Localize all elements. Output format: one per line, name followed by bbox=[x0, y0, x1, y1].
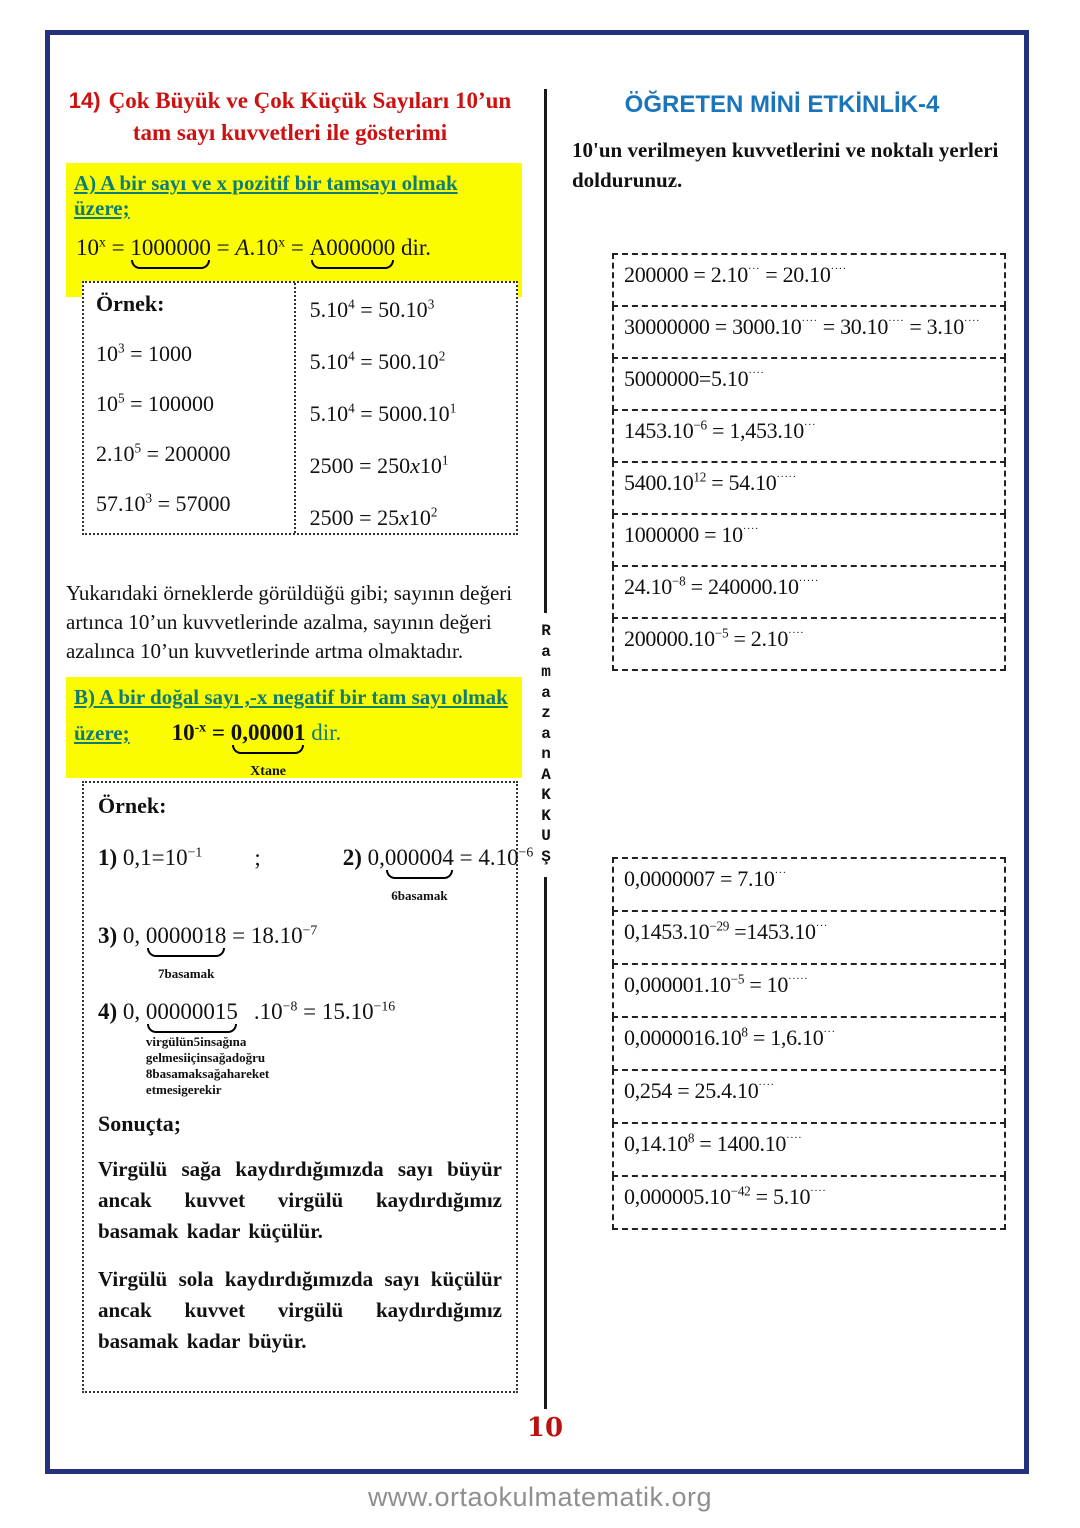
page-number: 10 bbox=[526, 1413, 564, 1443]
example-box-1-left-column bbox=[84, 283, 296, 533]
exercise-row: $0,0000016.10^8 = 1,6.10^{\cdot\cdot\cdot}$ bbox=[612, 1016, 1006, 1071]
section-b-formula: $10^{-x} = 0,00001$ Xtane dir. bbox=[171, 719, 342, 780]
example-box-1 bbox=[82, 281, 518, 535]
exercise-row: 200000 = 2.10··· = 20.10···· bbox=[612, 253, 1006, 307]
activity-header: ÖĞRETEN MİNİ ETKİNLİK-4 bbox=[624, 91, 940, 118]
example-formula: $10^3 = 1000$ bbox=[96, 340, 193, 366]
activity-instruction: 10'un verilmeyen kuvvetlerini ve noktalı yerleri doldurunuz. bbox=[572, 138, 999, 192]
example-formula: $5.10^4 = 50.10^3$ bbox=[309, 296, 435, 322]
column-divider-bottom bbox=[544, 877, 547, 1409]
exercise-row: $0,000001.10^{-5} = 10^{\cdot\cdot\cdot\cdot\cdot}$ bbox=[612, 963, 1006, 1018]
example-formula: $5.10^4 = 500.10^2$ bbox=[309, 348, 446, 374]
example-formula: $10^5 = 100000$ bbox=[96, 390, 215, 416]
example-box-1-right-column bbox=[296, 283, 516, 533]
page-title-line2: tam sayı kuvvetleri ile gösterimi bbox=[132, 120, 448, 145]
explanation-paragraph: Yukarıdaki örneklerde görüldüğü gibi; sayının değeri artınca 10’un kuvvetlerinde azalma, sayının değeri azalınca 10’un kuvvetlerinde artma olmaktadır. bbox=[66, 581, 513, 663]
exercise-row: 0,0000007 = 7.10··· bbox=[612, 857, 1006, 912]
page-title-line1 bbox=[62, 85, 518, 117]
exercise-row: 1000000 = 10···· bbox=[612, 513, 1006, 567]
conclusion-paragraph-2: Virgülü sola kaydırdığımızda sayı küçülür ancak kuvvet virgülü kaydırdığımız basamak kadar büyür. bbox=[98, 1267, 502, 1353]
exercise-row: $5400.10^{12} = 54.10^{\cdot\cdot\cdot\cdot\cdot}$ bbox=[612, 461, 1006, 515]
example-label: Örnek: bbox=[96, 291, 165, 316]
website-url: www.ortaokulmatematik.org bbox=[367, 1482, 713, 1512]
example-label: Örnek: bbox=[98, 793, 167, 818]
exercise-group-1 bbox=[612, 253, 1006, 671]
section-b-heading-line1: B) A bir doğal sayı ,-x negatif bir tam sayı olmak bbox=[74, 685, 508, 709]
example-formula: $57.10^3 = 57000$ bbox=[96, 490, 231, 516]
title-text-line1: Çok Büyük ve Çok Küçük Sayıları 10’un bbox=[108, 88, 512, 113]
conclusion-paragraph-1: Virgülü sağa kaydırdığımızda sayı büyür ancak kuvvet virgülü kaydırdığımız basamak kadar küçülür. bbox=[98, 1157, 502, 1243]
section-a-highlight-box bbox=[66, 163, 522, 297]
conclusion-title: Sonuçta; bbox=[98, 1111, 182, 1136]
exercise-row: $24.10^{-8} = 240000.10^{\cdot\cdot\cdot\cdot\cdot}$ bbox=[612, 565, 1006, 619]
example-formula-3: 3) 0, 0000018 7basamak = $18.10^{-7}$ bbox=[98, 922, 318, 982]
exercise-row: $0,1453.10^{-29} =1453.10^{\cdot\cdot\cdot}$ bbox=[612, 910, 1006, 965]
section-b-highlight-box bbox=[66, 677, 522, 778]
exercise-row: 0,254 = 25.4.10···· bbox=[612, 1069, 1006, 1124]
page-title bbox=[62, 85, 518, 149]
title-number: 14) bbox=[68, 88, 101, 113]
example-formula-1-2: 1) $0,1=10^{-1}$ ; 2) 0,000004 6basamak = $4.10^{-6}$ bbox=[98, 844, 534, 904]
section-a-heading: A) A bir sayı ve x pozitif bir tamsayı olmak üzere; bbox=[74, 171, 458, 220]
example-formula: $2500 = 25x10^2$ bbox=[309, 504, 438, 530]
exercise-row: $0,14.10^8 = 1400.10^{\cdot\cdot\cdot\cdot}$ bbox=[612, 1122, 1006, 1177]
example-box-2 bbox=[82, 781, 534, 1393]
section-b-heading-line2: üzere; $10^{-x} = 0,00001$ Xtane dir. bbox=[74, 719, 342, 780]
page-border-frame bbox=[45, 30, 1029, 1474]
exercise-row: 30000000 = 3000.10···· = 30.10···· = 3.10···· bbox=[612, 305, 1006, 359]
section-a-formula: $10^x = 1000000$ = $A.10^x = A000000$ dir. bbox=[76, 235, 516, 261]
example-formula-4: 4) 0, 00000015 virgülün5insağına gelmesiiçinsağadoğru 8basamaksağahareket etmesigerekir $.10^{-8} = 15.10^{-16}$ bbox=[98, 998, 396, 1098]
author-watermark: R a m a z a n A K K U Ş bbox=[541, 622, 551, 866]
example-formula: $2.10^5 = 200000$ bbox=[96, 440, 231, 466]
exercise-group-2 bbox=[612, 857, 1006, 1230]
exercise-row: $1453.10^{-6} = 1,453.10^{\cdot\cdot\cdot}$ bbox=[612, 409, 1006, 463]
example-formula: $5.10^4 = 5000.10^1$ bbox=[309, 400, 457, 426]
example-formula: $2500 = 250x10^1$ bbox=[309, 452, 449, 478]
exercise-row: $0,000005.10^{-42} = 5.10^{\cdot\cdot\cdot\cdot}$ bbox=[612, 1175, 1006, 1230]
exercise-row: 5000000=5.10···· bbox=[612, 357, 1006, 411]
exercise-row: $200000.10^{-5} = 2.10^{\cdot\cdot\cdot\cdot}$ bbox=[612, 617, 1006, 671]
column-divider-top bbox=[544, 89, 547, 613]
